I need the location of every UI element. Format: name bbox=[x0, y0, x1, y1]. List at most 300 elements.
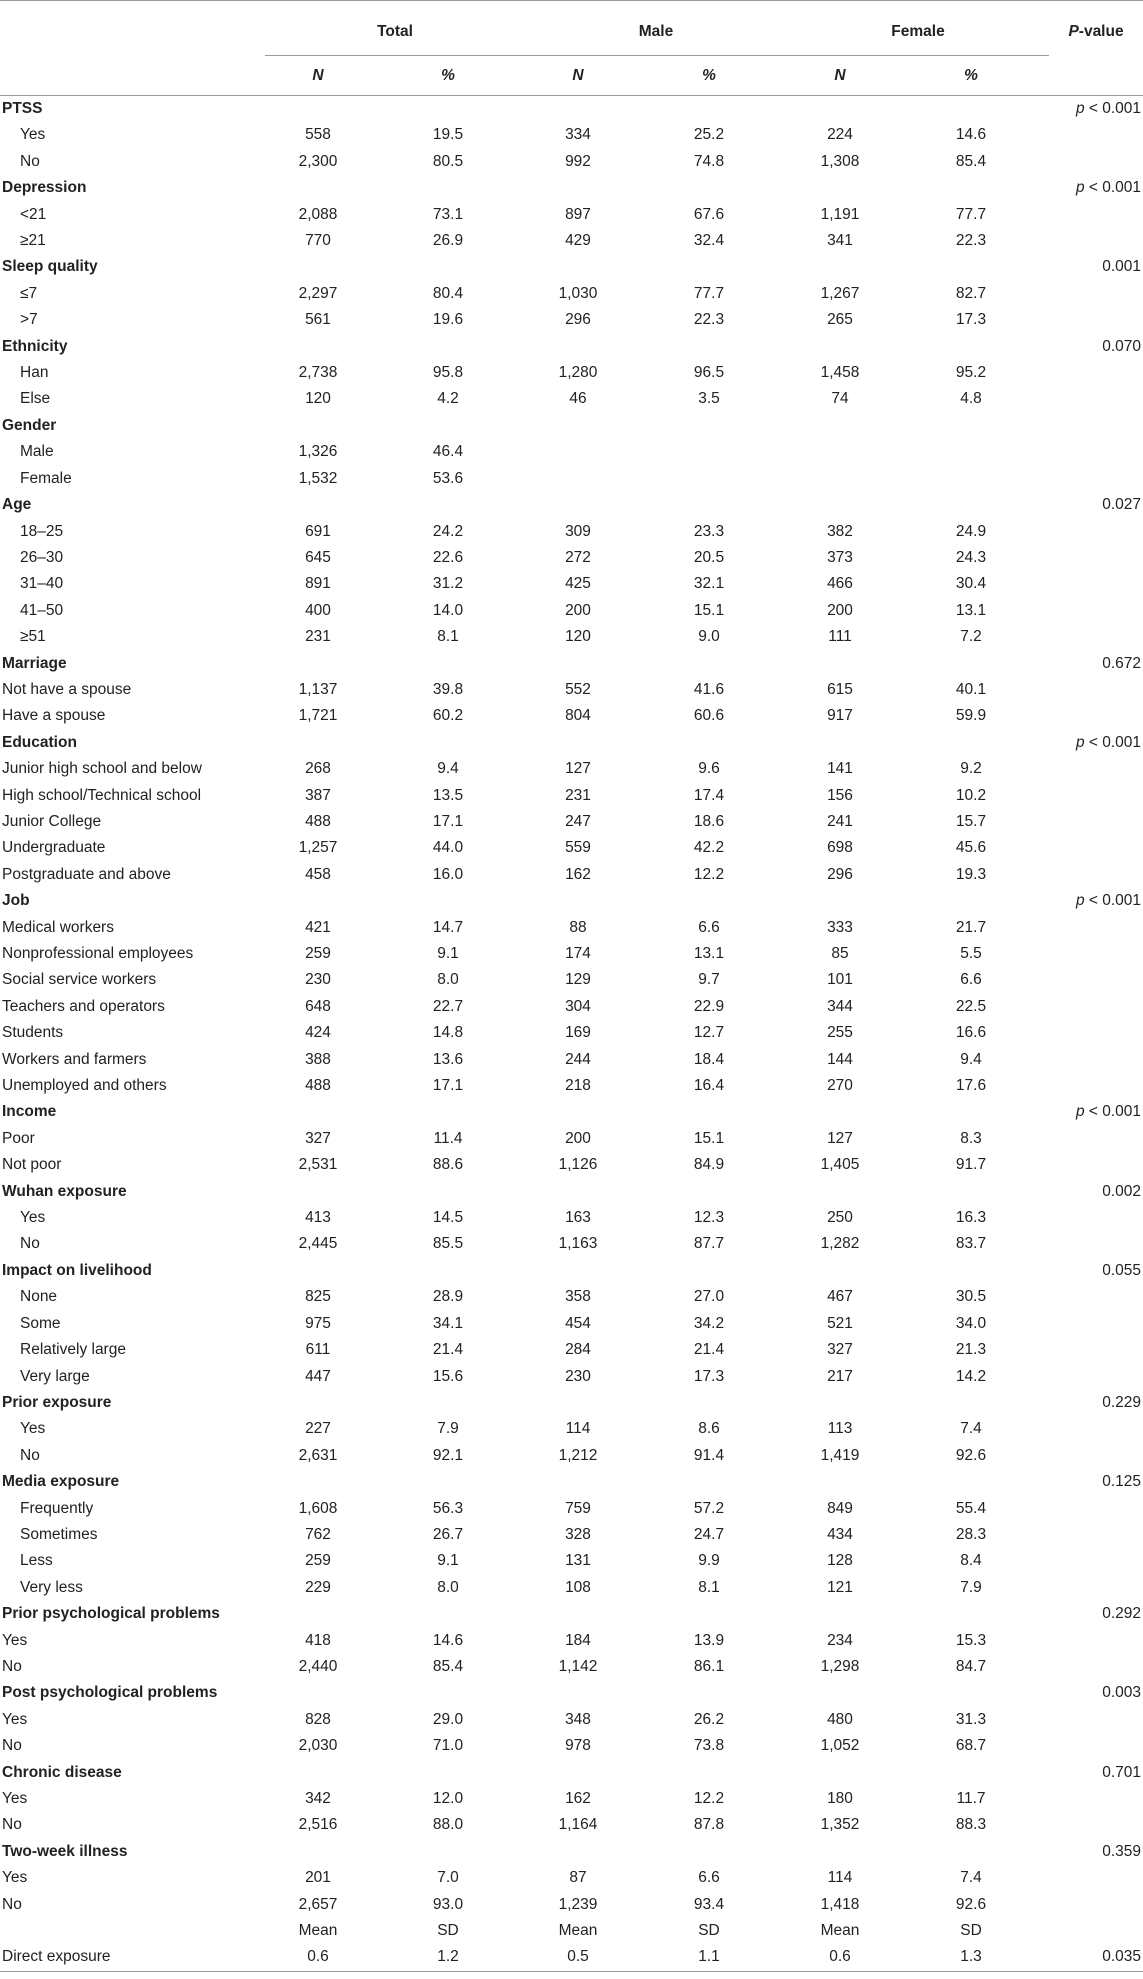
category-label: Prior exposure bbox=[2, 1393, 112, 1411]
cell-female-n bbox=[787, 1839, 893, 1865]
cell-total-n: 201 bbox=[305, 1869, 331, 1887]
cell-male-n: 1,280 bbox=[558, 364, 598, 382]
cell-total-pct bbox=[371, 1601, 525, 1627]
header-total-label: Total bbox=[377, 23, 413, 40]
cell-total-n: 2,516 bbox=[298, 1816, 338, 1834]
cell-total-n: 770 bbox=[305, 232, 331, 250]
cell-total-pct bbox=[371, 1760, 525, 1786]
row-label: Yes bbox=[2, 1790, 28, 1807]
row-label: 26–30 bbox=[20, 548, 64, 566]
cell-pvalue bbox=[1049, 1284, 1143, 1310]
cell-pvalue bbox=[1049, 1548, 1143, 1574]
cell-female-pct bbox=[893, 334, 1049, 360]
cell-female-n: 224 bbox=[827, 126, 853, 144]
cell-pvalue bbox=[1049, 413, 1143, 439]
cell-total-n: 1,257 bbox=[298, 839, 338, 857]
cell-female-n bbox=[787, 1099, 893, 1125]
category-label: Post psychological problems bbox=[2, 1684, 218, 1702]
cell-pvalue bbox=[1049, 1047, 1143, 1073]
cell-pvalue bbox=[1049, 360, 1143, 386]
row-label: ≥21 bbox=[20, 232, 46, 250]
cell-male-n: 230 bbox=[565, 1367, 591, 1385]
cell-female-n: 128 bbox=[827, 1552, 853, 1570]
cell-pvalue bbox=[1049, 1918, 1143, 1944]
cell-male-pct: 9.0 bbox=[698, 628, 720, 646]
cell-male-n: 169 bbox=[565, 1024, 591, 1042]
table-row bbox=[0, 994, 1143, 1020]
cell-female-n: 466 bbox=[827, 575, 853, 593]
cell-female-pct bbox=[893, 466, 1049, 492]
cell-pvalue bbox=[1049, 149, 1143, 175]
cell-female-pct: 16.3 bbox=[955, 1209, 987, 1227]
table-row bbox=[0, 1364, 1143, 1390]
row-label: <21 bbox=[20, 205, 47, 223]
cell-total-pct: 8.1 bbox=[437, 628, 459, 646]
cell-female-n: 333 bbox=[827, 918, 853, 936]
cell-male-pct: 12.2 bbox=[693, 865, 725, 883]
row-label: Not have a spouse bbox=[2, 680, 132, 698]
cell-male-pct: 9.6 bbox=[698, 760, 720, 778]
cell-male-pct: 18.6 bbox=[693, 812, 725, 830]
row-label: 41–50 bbox=[20, 601, 64, 619]
category-row bbox=[0, 175, 1143, 201]
cell-total-n: 0.6 bbox=[265, 1944, 371, 1971]
row-label: ≥51 bbox=[20, 628, 46, 646]
cell-pvalue: p < 0.001 bbox=[1075, 179, 1142, 197]
cell-male-pct: 74.8 bbox=[693, 152, 725, 170]
cell-male-pct: 84.9 bbox=[693, 1156, 725, 1174]
cell-male-pct: 87.7 bbox=[693, 1235, 725, 1253]
cell-total-n: 259 bbox=[305, 1552, 331, 1570]
cell-pvalue: 0.055 bbox=[1102, 1261, 1142, 1279]
cell-total-n bbox=[265, 1390, 371, 1416]
cell-female-n: 698 bbox=[827, 839, 853, 857]
cell-male-n: 284 bbox=[565, 1341, 591, 1359]
cell-male-n bbox=[525, 96, 631, 123]
cell-female-pct: 45.6 bbox=[955, 839, 987, 857]
cell-female-pct: 10.2 bbox=[955, 786, 987, 804]
cell-female-n: 255 bbox=[827, 1024, 853, 1042]
table-row bbox=[0, 439, 1143, 465]
cell-total-n bbox=[265, 1258, 371, 1284]
cell-male-n: 1,239 bbox=[558, 1895, 598, 1913]
cell-male-n: 429 bbox=[565, 232, 591, 250]
cell-total-pct: 14.6 bbox=[432, 1631, 464, 1649]
cell-male-pct bbox=[631, 466, 787, 492]
category-row bbox=[0, 334, 1143, 360]
cell-male-n: 218 bbox=[565, 1077, 591, 1095]
cell-total-n: 2,738 bbox=[298, 364, 338, 382]
cell-female-n: 521 bbox=[827, 1314, 853, 1332]
category-row bbox=[0, 1099, 1143, 1125]
cell-pvalue bbox=[1049, 386, 1143, 412]
cell-female-n: 121 bbox=[827, 1578, 853, 1596]
header-female-rule bbox=[787, 55, 1049, 56]
cell-pvalue: 0.672 bbox=[1102, 654, 1142, 672]
cell-male-pct: 77.7 bbox=[693, 284, 725, 302]
cell-pvalue bbox=[1049, 809, 1143, 835]
cell-male-pct: 60.6 bbox=[693, 707, 725, 725]
cell-male-n bbox=[525, 1601, 631, 1627]
row-label: Yes bbox=[20, 1209, 46, 1227]
cell-male-n: 120 bbox=[565, 628, 591, 646]
cell-pvalue: 0.002 bbox=[1102, 1182, 1142, 1200]
cell-female-n bbox=[787, 439, 893, 465]
table-row bbox=[0, 1205, 1143, 1231]
table-row bbox=[0, 598, 1143, 624]
row-label: Frequently bbox=[20, 1499, 94, 1517]
category-row bbox=[0, 1390, 1143, 1416]
cell-total-pct: 80.5 bbox=[432, 152, 464, 170]
cell-total-n: Mean bbox=[298, 1922, 338, 1940]
cell-total-pct: 9.1 bbox=[437, 945, 459, 962]
cell-pvalue bbox=[1049, 122, 1143, 148]
cell-pvalue bbox=[1049, 624, 1143, 650]
cell-male-pct: 96.5 bbox=[693, 364, 725, 382]
cell-total-n: 2,445 bbox=[298, 1235, 338, 1253]
cell-female-pct bbox=[893, 730, 1049, 756]
cell-female-pct: 7.4 bbox=[960, 1869, 982, 1887]
category-row bbox=[0, 730, 1143, 756]
row-label: High school/Technical school bbox=[2, 786, 202, 804]
cell-female-pct: 14.2 bbox=[955, 1367, 987, 1385]
cell-male-n bbox=[525, 254, 631, 280]
cell-pvalue bbox=[1049, 1231, 1143, 1257]
table-row bbox=[0, 1733, 1143, 1759]
cell-total-n: 828 bbox=[305, 1710, 331, 1728]
cell-female-pct: 7.9 bbox=[960, 1578, 982, 1596]
cell-total-pct: 21.4 bbox=[432, 1341, 464, 1359]
cell-total-n: 227 bbox=[305, 1420, 331, 1438]
header-total-rule bbox=[265, 55, 525, 56]
row-label: No bbox=[20, 152, 40, 170]
cell-male-n: 804 bbox=[565, 707, 591, 725]
cell-female-pct: 77.7 bbox=[955, 205, 987, 223]
cell-male-pct bbox=[631, 1469, 787, 1495]
cell-total-pct: 85.4 bbox=[432, 1657, 464, 1675]
cell-total-pct bbox=[371, 96, 525, 123]
row-label: Workers and farmers bbox=[2, 1050, 147, 1068]
cell-female-n: 1,352 bbox=[820, 1816, 860, 1834]
cell-total-n bbox=[265, 96, 371, 123]
row-label: Very less bbox=[20, 1578, 83, 1596]
cell-total-pct bbox=[371, 1099, 525, 1125]
row-label: Undergraduate bbox=[2, 839, 106, 857]
table-row bbox=[0, 281, 1143, 307]
row-label: ≤7 bbox=[20, 284, 38, 302]
cell-male-n: 309 bbox=[565, 522, 591, 540]
cell-male-pct bbox=[631, 1099, 787, 1125]
cell-female-n bbox=[787, 730, 893, 756]
table-row bbox=[0, 1892, 1143, 1918]
cell-male-n bbox=[525, 888, 631, 914]
cell-pvalue: 0.701 bbox=[1102, 1763, 1142, 1781]
cell-male-pct: 87.8 bbox=[693, 1816, 725, 1834]
header-pvalue-rest: -value bbox=[1078, 23, 1124, 40]
cell-female-n bbox=[787, 492, 893, 518]
cell-total-pct bbox=[371, 175, 525, 201]
cell-pvalue bbox=[1049, 1892, 1143, 1918]
cell-female-n: 917 bbox=[827, 707, 853, 725]
cell-total-n: 413 bbox=[305, 1209, 331, 1227]
cell-pvalue bbox=[1049, 941, 1143, 967]
cell-male-pct: 22.9 bbox=[693, 997, 725, 1015]
category-label: Wuhan exposure bbox=[2, 1182, 127, 1200]
cell-male-n bbox=[525, 1760, 631, 1786]
cell-male-n: 46 bbox=[569, 390, 587, 408]
table-row bbox=[0, 545, 1143, 571]
cell-male-n bbox=[525, 1680, 631, 1706]
row-label: Junior high school and below bbox=[2, 760, 202, 778]
cell-female-pct bbox=[893, 1258, 1049, 1284]
cell-male-pct: 91.4 bbox=[693, 1446, 725, 1464]
table-row bbox=[0, 519, 1143, 545]
cell-male-pct: 27.0 bbox=[693, 1288, 725, 1306]
cell-total-n bbox=[265, 1469, 371, 1495]
cell-total-pct bbox=[371, 1179, 525, 1205]
category-row bbox=[0, 1258, 1143, 1284]
cell-female-pct: SD bbox=[960, 1922, 982, 1940]
cell-male-n: 304 bbox=[565, 997, 591, 1015]
table-row bbox=[0, 862, 1143, 888]
cell-pvalue bbox=[1049, 519, 1143, 545]
category-label: Age bbox=[2, 496, 32, 514]
cell-male-n: 87 bbox=[569, 1869, 587, 1887]
table-row bbox=[0, 1443, 1143, 1469]
cell-total-pct: 29.0 bbox=[432, 1710, 464, 1728]
cell-female-pct bbox=[893, 1099, 1049, 1125]
cell-male-pct: 42.2 bbox=[693, 839, 725, 857]
cell-total-pct bbox=[371, 1839, 525, 1865]
cell-female-n: 434 bbox=[827, 1525, 853, 1543]
cell-pvalue: 0.070 bbox=[1102, 337, 1142, 355]
cell-male-n: 348 bbox=[565, 1710, 591, 1728]
cell-male-pct bbox=[631, 1179, 787, 1205]
cell-total-pct bbox=[371, 1390, 525, 1416]
table-row bbox=[0, 967, 1143, 993]
cell-female-n bbox=[787, 1760, 893, 1786]
table-row bbox=[0, 1311, 1143, 1337]
cell-female-n: 200 bbox=[827, 601, 853, 619]
cell-female-n: 0.6 bbox=[787, 1944, 893, 1971]
cell-total-n bbox=[265, 334, 371, 360]
cell-total-n bbox=[265, 730, 371, 756]
cell-pvalue bbox=[1049, 1575, 1143, 1601]
cell-total-n: 645 bbox=[305, 548, 331, 566]
cell-female-pct: 91.7 bbox=[955, 1156, 987, 1174]
cell-female-n: 341 bbox=[827, 232, 853, 250]
cell-female-pct: 22.5 bbox=[955, 997, 987, 1015]
cell-male-pct: 86.1 bbox=[693, 1657, 725, 1675]
cell-female-n bbox=[787, 1469, 893, 1495]
row-label: >7 bbox=[20, 311, 38, 329]
cell-female-pct: 19.3 bbox=[955, 865, 987, 883]
cell-pvalue: p < 0.001 bbox=[1075, 1103, 1142, 1121]
cell-male-pct: 9.7 bbox=[698, 971, 720, 989]
cell-female-pct: 9.4 bbox=[960, 1050, 982, 1068]
cell-male-pct bbox=[631, 1258, 787, 1284]
header-male-n: N bbox=[525, 56, 631, 96]
cell-female-pct bbox=[893, 1601, 1049, 1627]
cell-male-pct: 26.2 bbox=[693, 1710, 725, 1728]
category-row bbox=[0, 413, 1143, 439]
cell-male-pct: 24.7 bbox=[693, 1525, 725, 1543]
category-label: Impact on livelihood bbox=[2, 1261, 152, 1279]
cell-male-pct: 1.1 bbox=[631, 1944, 787, 1971]
cell-male-pct: SD bbox=[698, 1922, 720, 1940]
row-label: Relatively large bbox=[20, 1341, 126, 1359]
cell-male-pct bbox=[631, 175, 787, 201]
cell-female-pct: 83.7 bbox=[955, 1235, 987, 1253]
cell-male-pct: 41.6 bbox=[693, 680, 725, 698]
table-row bbox=[0, 307, 1143, 333]
cell-male-pct: 8.6 bbox=[698, 1420, 720, 1438]
cell-male-pct: 12.2 bbox=[693, 1790, 725, 1807]
cell-female-n: 241 bbox=[827, 812, 853, 830]
table-row bbox=[0, 122, 1143, 148]
cell-male-pct: 3.5 bbox=[698, 390, 720, 408]
cell-female-pct: 82.7 bbox=[955, 284, 987, 302]
cell-female-pct: 95.2 bbox=[955, 364, 987, 382]
cell-male-pct: 34.2 bbox=[693, 1314, 725, 1332]
cell-total-pct bbox=[371, 1680, 525, 1706]
cell-male-pct bbox=[631, 254, 787, 280]
row-label: Poor bbox=[2, 1129, 35, 1147]
cell-total-pct: 4.2 bbox=[437, 390, 459, 408]
cell-total-n bbox=[265, 1601, 371, 1627]
row-label: Else bbox=[20, 390, 51, 408]
row-label: Medical workers bbox=[2, 918, 114, 936]
table-row bbox=[0, 1944, 1143, 1971]
cell-female-n: 382 bbox=[827, 522, 853, 540]
cell-total-pct: 7.9 bbox=[437, 1420, 459, 1438]
row-label: Students bbox=[2, 1024, 64, 1042]
header-row-subcols bbox=[0, 56, 1143, 96]
cell-female-n bbox=[787, 651, 893, 677]
cell-total-n bbox=[265, 1099, 371, 1125]
cell-female-pct: 9.2 bbox=[960, 760, 982, 778]
table-row bbox=[0, 386, 1143, 412]
cell-male-n: 978 bbox=[565, 1737, 591, 1755]
cell-total-pct bbox=[371, 254, 525, 280]
cell-male-pct: 17.4 bbox=[693, 786, 725, 804]
cell-total-pct bbox=[371, 1258, 525, 1284]
category-label: PTSS bbox=[2, 100, 43, 117]
cell-total-n bbox=[265, 1680, 371, 1706]
cell-female-pct: 59.9 bbox=[955, 707, 987, 725]
cell-male-n: 200 bbox=[565, 601, 591, 619]
cell-total-n: 421 bbox=[305, 918, 331, 936]
table-row bbox=[0, 783, 1143, 809]
cell-total-n: 2,531 bbox=[298, 1156, 338, 1174]
cell-male-pct: 23.3 bbox=[693, 522, 725, 540]
row-label: Yes bbox=[20, 1420, 46, 1438]
cell-pvalue bbox=[1049, 307, 1143, 333]
cell-male-n: 127 bbox=[565, 760, 591, 778]
header-blank-2 bbox=[0, 56, 265, 96]
cell-total-pct: 71.0 bbox=[432, 1737, 464, 1755]
cell-female-pct: 15.7 bbox=[955, 812, 987, 830]
table-row bbox=[0, 1918, 1143, 1944]
cell-female-pct: 31.3 bbox=[955, 1710, 987, 1728]
header-male-label: Male bbox=[638, 23, 674, 40]
cell-female-pct bbox=[893, 1760, 1049, 1786]
cell-female-pct bbox=[893, 651, 1049, 677]
cell-female-pct: 85.4 bbox=[955, 152, 987, 170]
cell-male-n bbox=[525, 413, 631, 439]
cell-female-pct: 24.9 bbox=[955, 522, 987, 540]
cell-male-n: 247 bbox=[565, 812, 591, 830]
cell-female-pct: 15.3 bbox=[955, 1631, 987, 1649]
cell-male-pct bbox=[631, 651, 787, 677]
cell-female-pct: 13.1 bbox=[955, 601, 987, 619]
cell-total-pct: 13.6 bbox=[432, 1050, 464, 1068]
row-label: Teachers and operators bbox=[2, 997, 165, 1015]
cell-pvalue bbox=[1049, 598, 1143, 624]
row-label: Yes bbox=[20, 126, 46, 144]
cell-female-n: 1,191 bbox=[820, 205, 860, 223]
cell-male-pct: 73.8 bbox=[693, 1737, 725, 1755]
cell-female-n bbox=[787, 1258, 893, 1284]
cell-female-n: 127 bbox=[827, 1129, 853, 1147]
row-label: No bbox=[2, 1895, 22, 1913]
cell-total-n: 458 bbox=[305, 865, 331, 883]
table-row bbox=[0, 1575, 1143, 1601]
row-label: Yes bbox=[2, 1869, 28, 1887]
table-row bbox=[0, 1522, 1143, 1548]
cell-female-pct bbox=[893, 1469, 1049, 1495]
cell-total-n: 268 bbox=[305, 760, 331, 778]
header-total bbox=[265, 1, 525, 57]
category-label: Ethnicity bbox=[2, 337, 68, 355]
cell-female-pct bbox=[893, 1680, 1049, 1706]
row-label: Very large bbox=[20, 1367, 90, 1385]
cell-pvalue bbox=[1049, 281, 1143, 307]
cell-male-pct bbox=[631, 1390, 787, 1416]
cell-male-pct bbox=[631, 96, 787, 123]
cell-pvalue: 0.292 bbox=[1102, 1605, 1142, 1623]
cell-female-n: 265 bbox=[827, 311, 853, 329]
cell-total-n: 231 bbox=[305, 628, 331, 646]
cell-male-pct: 17.3 bbox=[693, 1367, 725, 1385]
cell-male-n: 244 bbox=[565, 1050, 591, 1068]
cell-female-n: 1,419 bbox=[820, 1446, 860, 1464]
cell-total-pct: 8.0 bbox=[437, 1578, 459, 1596]
cell-total-n: 891 bbox=[305, 575, 331, 593]
cell-female-pct: 17.3 bbox=[955, 311, 987, 329]
table-row bbox=[0, 1416, 1143, 1442]
cell-total-n: 418 bbox=[305, 1631, 331, 1649]
cell-male-n: 358 bbox=[565, 1288, 591, 1306]
cell-female-n bbox=[787, 1601, 893, 1627]
cell-male-n: 184 bbox=[565, 1631, 591, 1649]
cell-total-n: 388 bbox=[305, 1050, 331, 1068]
header-female-pct: % bbox=[893, 56, 1049, 96]
cell-female-n: 480 bbox=[827, 1710, 853, 1728]
cell-male-n: 88 bbox=[569, 918, 587, 936]
cell-female-pct: 7.2 bbox=[960, 628, 982, 646]
cell-total-pct: 14.7 bbox=[432, 918, 464, 936]
cell-total-pct: 53.6 bbox=[432, 469, 464, 487]
cell-total-pct bbox=[371, 730, 525, 756]
cell-female-pct bbox=[893, 413, 1049, 439]
cell-total-n bbox=[265, 254, 371, 280]
cell-male-pct bbox=[631, 1839, 787, 1865]
cell-male-n: 200 bbox=[565, 1129, 591, 1147]
cell-female-n bbox=[787, 1179, 893, 1205]
cell-total-n: 975 bbox=[305, 1314, 331, 1332]
cell-male-n: 897 bbox=[565, 205, 591, 223]
